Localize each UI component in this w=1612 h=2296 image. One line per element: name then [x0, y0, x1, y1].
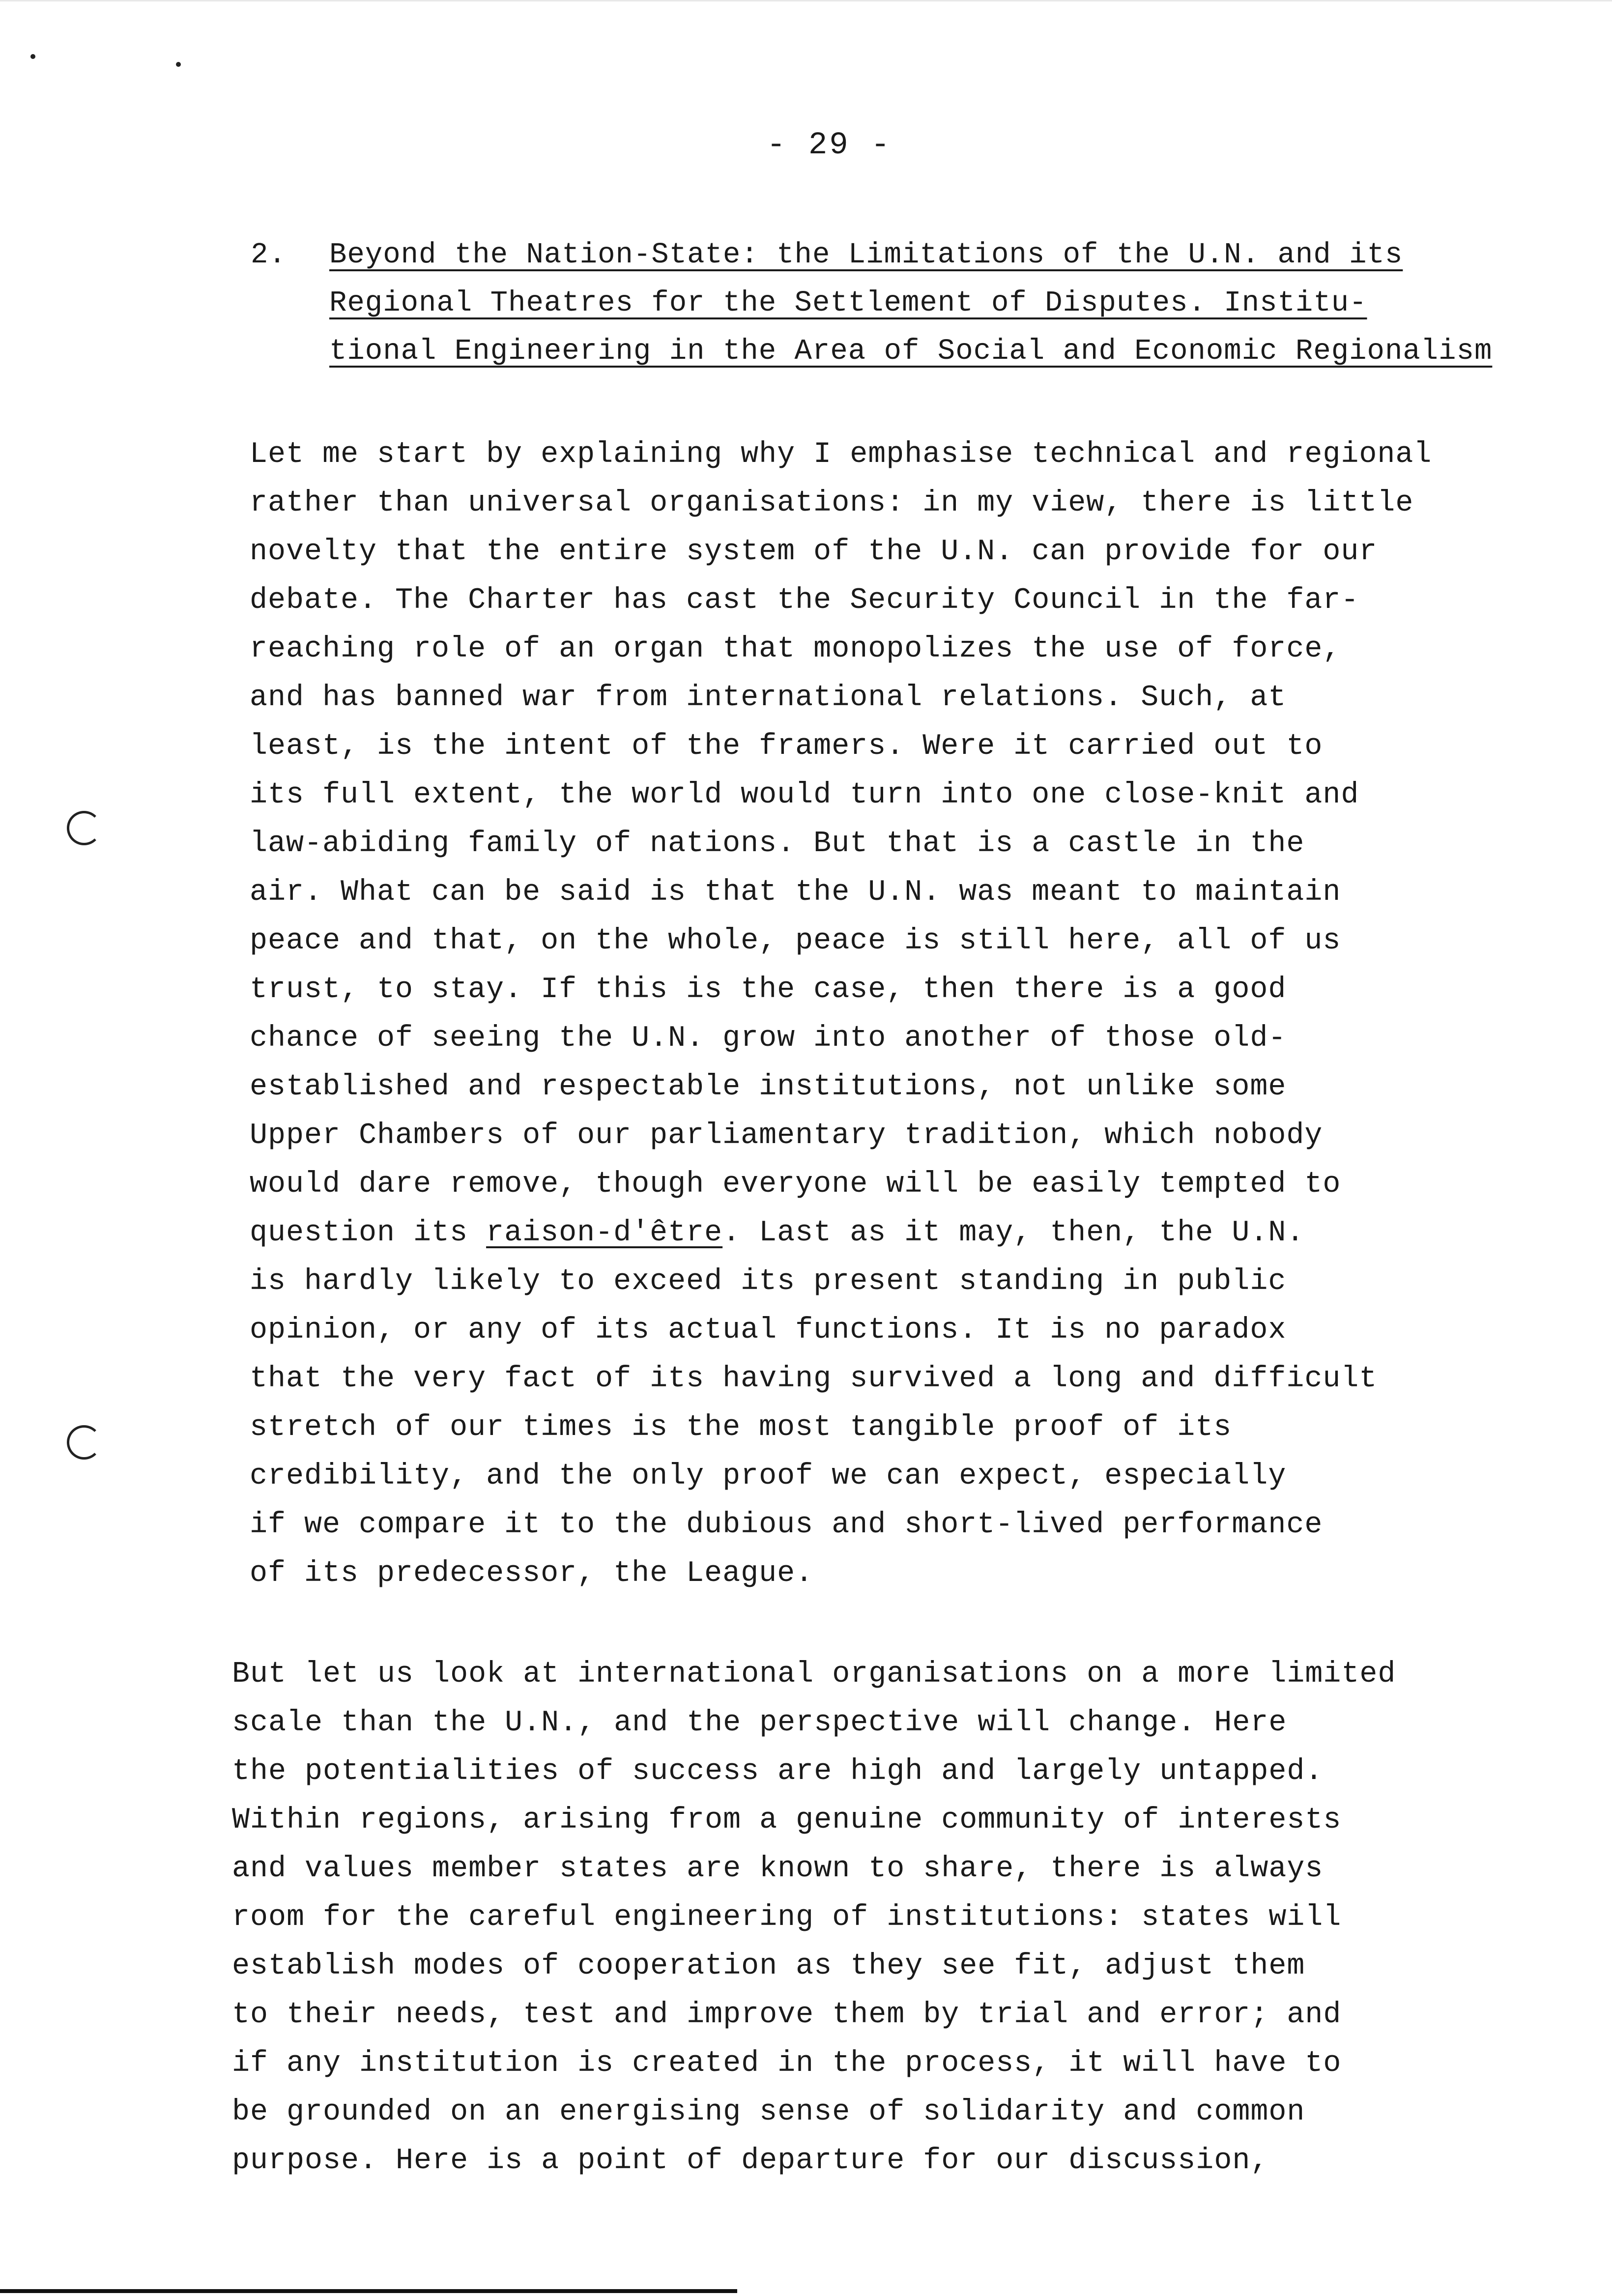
- text-line: rather than universal organisations: in my view, there is little: [250, 487, 1414, 520]
- paragraph-2: [232, 1650, 1396, 2185]
- text-line: that the very fact of its having survived a long and difficult: [250, 1362, 1378, 1396]
- text-line: air. What can be said is that the U.N. was meant to maintain: [250, 876, 1341, 909]
- text-line: least, is the intent of the framers. Were it carried out to: [250, 730, 1323, 763]
- text-line: stretch of our times is the most tangible proof of its: [250, 1411, 1232, 1444]
- text-line: is hardly likely to exceed its present standing in public: [250, 1265, 1287, 1298]
- section-title-line: Regional Theatres for the Settlement of Disputes. Institu-: [329, 287, 1367, 319]
- text-line: novelty that the entire system of the U.N. can provide for our: [250, 535, 1378, 569]
- text-line: reaching role of an organ that monopolizes the use of force,: [250, 632, 1341, 666]
- text-line: to their needs, test and improve them by trial and error; and: [232, 1998, 1342, 2032]
- punch-hole-mark: [67, 811, 101, 845]
- text-line: its full extent, the world would turn into one close-knit and: [250, 778, 1359, 812]
- text-line: and values member states are known to share, there is always: [232, 1852, 1324, 1886]
- section-title: [329, 231, 1538, 375]
- text-line: of its predecessor, the League.: [250, 1557, 814, 1590]
- underlined-term: raison-d'être: [486, 1216, 723, 1250]
- text-line: room for the careful engineering of institutions: states will: [232, 1901, 1342, 1934]
- text-line: be grounded on an energising sense of solidarity and common: [232, 2095, 1305, 2129]
- text-fragment: question its: [250, 1216, 487, 1250]
- text-line: establish modes of cooperation as they see fit, adjust them: [232, 1950, 1305, 1983]
- text-line: purpose. Here is a point of departure for our discussion,: [232, 2144, 1269, 2178]
- scan-top-edge: [0, 0, 1612, 1]
- punch-hole-mark: [67, 1425, 101, 1460]
- text-line: peace and that, on the whole, peace is still here, all of us: [250, 924, 1341, 958]
- text-line: [250, 1209, 1432, 1258]
- section-title-line: tional Engineering in the Area of Social and Economic Regionalism: [329, 335, 1493, 368]
- scan-speck: [30, 54, 35, 59]
- scan-bottom-edge: [0, 2289, 737, 2293]
- text-line: Upper Chambers of our parliamentary tradition, which nobody: [250, 1119, 1323, 1152]
- text-fragment: . Last as it may, then, the U.N.: [722, 1216, 1305, 1250]
- text-line: But let us look at international organisations on a more limited: [232, 1658, 1396, 1691]
- text-line: trust, to stay. If this is the case, then there is a good: [250, 973, 1287, 1006]
- text-line: and has banned war from international relations. Such, at: [250, 681, 1287, 715]
- text-line: chance of seeing the U.N. grow into another of those old-: [250, 1022, 1287, 1055]
- text-line: if any institution is created in the process, it will have to: [232, 2047, 1342, 2080]
- section-number: 2.: [251, 238, 287, 271]
- page-number: - 29 -: [767, 128, 892, 163]
- text-line: the potentialities of success are high and largely untapped.: [232, 1755, 1324, 1788]
- text-line: debate. The Charter has cast the Security Council in the far-: [250, 584, 1359, 617]
- text-line: opinion, or any of its actual functions. It is no paradox: [250, 1314, 1287, 1347]
- text-line: scale than the U.N., and the perspective will change. Here: [232, 1706, 1287, 1740]
- text-line: law-abiding family of nations. But that is a castle in the: [250, 827, 1305, 861]
- text-line: if we compare it to the dubious and short-lived performance: [250, 1508, 1323, 1542]
- text-line: established and respectable institutions, not unlike some: [250, 1070, 1287, 1104]
- section-title-line: Beyond the Nation-State: the Limitations of the U.N. and its: [329, 238, 1403, 271]
- text-line: Let me start by explaining why I emphasise technical and regional: [250, 438, 1432, 471]
- text-line: credibility, and the only proof we can expect, especially: [250, 1460, 1287, 1493]
- paragraph-1: [250, 430, 1432, 1598]
- text-line: would dare remove, though everyone will be easily tempted to: [250, 1168, 1341, 1201]
- scan-speck: [176, 62, 181, 67]
- text-line: Within regions, arising from a genuine community of interests: [232, 1804, 1342, 1837]
